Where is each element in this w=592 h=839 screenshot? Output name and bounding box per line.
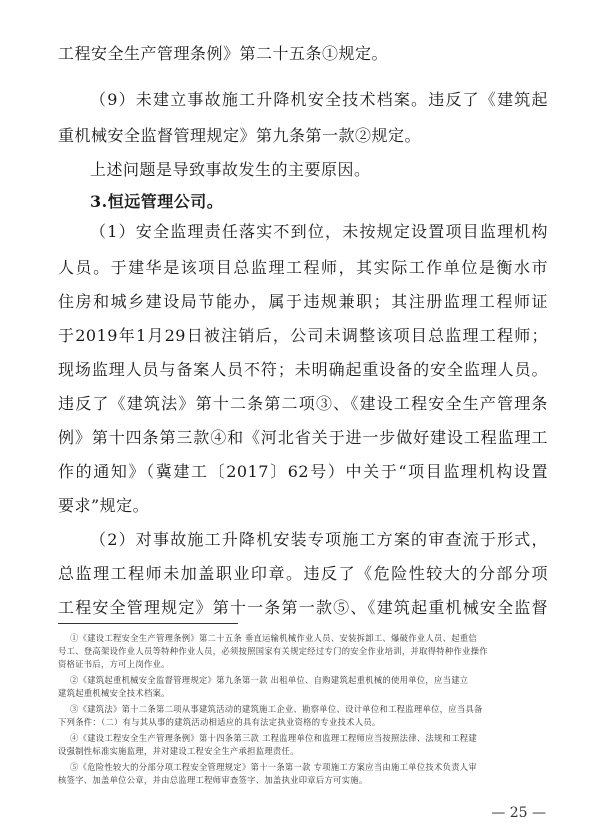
footnote-line: 号工、登高架设作业人员等特种作业人员，必须按照国家有关规定经过专门的安全作业培训，并取得特种作业操作 — [58, 646, 488, 656]
footnote-line: ③《建筑法》第十二条第二项从事建筑活动的建筑施工企业、勘察单位、设计单位和工程监理单位，应当具备 — [70, 704, 483, 714]
body-line: 上述问题是导致事故发生的主要原因。 — [90, 160, 371, 179]
footnote-separator — [58, 623, 238, 624]
footnote-line: ⑤《危险性较大的分部分项工程安全管理规定》第十一条第一款 专项施工方案应当由施工单位技术负责人审 — [70, 762, 477, 772]
body-line: 工程安全生产管理条例》第二十五条①规定。 — [58, 44, 389, 63]
body-line: 现场监理人员与备案人员不符；未明确起重设备的安全监理人员。 — [58, 360, 548, 379]
body-line: （9）未建立事故施工升降机安全技术档案。违反了《建筑起 — [90, 90, 548, 109]
body-line: （2）对事故施工升降机安装专项施工方案的审查流于形式， — [90, 530, 548, 549]
body-line: 作的通知》（冀建工〔2017〕62号）中关于“项目监理机构设置 — [58, 462, 548, 481]
body-line: 要求”规定。 — [58, 496, 150, 515]
body-line: 重机械安全监督管理规定》第九条第一款②规定。 — [58, 126, 422, 145]
footnote-line: 下列条件：（二）有与其从事的建筑活动相适应的具有法定执业资格的专业技术人员。 — [58, 717, 381, 727]
body-line: 住房和城乡建设局节能办，属于违规兼职；其注册监理工程师证 — [58, 292, 548, 311]
footnote-line: 资格证书后，方可上岗作业。 — [58, 659, 170, 669]
section-heading: 3.恒远管理公司。 — [90, 192, 224, 211]
footnote-line: ①《建设工程安全生产管理条例》第二十五条 垂直运输机械作业人员、安装拆卸工、爆破作业人员、起重信 — [70, 633, 477, 643]
body-line: 工程安全管理规定》第十一条第一款⑤、《建筑起重机械安全监督 — [58, 598, 548, 617]
body-line: 于2019年1月29日被注销后，公司未调整该项目总监理工程师； — [58, 326, 548, 345]
page-number: — 25 — — [491, 805, 546, 821]
body-line: 违反了《建筑法》第十二条第二项③、《建设工程安全生产管理条 — [58, 394, 548, 413]
body-line: 人员。于建华是该项目总监理工程师，其实际工作单位是衡水市 — [58, 258, 548, 277]
body-line: 总监理工程师未加盖职业印章。违反了《危险性较大的分部分项 — [58, 564, 548, 583]
footnote-line: 建筑起重机械安全技术档案。 — [58, 688, 170, 698]
body-line: （1）安全监理责任落实不到位，未按规定设置项目监理机构 — [90, 222, 548, 241]
footnote-line: ②《建筑起重机械安全监督管理规定》第九条第一款 出租单位、自购建筑起重机械的使用单位，应当建立 — [70, 675, 469, 685]
body-line: 例》第十四条第三款④和《河北省关于进一步做好建设工程监理工 — [58, 428, 548, 447]
footnote-line: 核签字、加盖单位公章，并由总监理工程师审查签字、加盖执业印章后方可实施。 — [58, 775, 368, 785]
footnote-line: ④《建设工程安全生产管理条例》第十四条第三款 工程监理单位和监理工程师应当按照法律、法规和工程建 — [70, 733, 477, 743]
footnote-line: 设强制性标准实施监理，并对建设工程安全生产承担监理责任。 — [58, 746, 299, 756]
